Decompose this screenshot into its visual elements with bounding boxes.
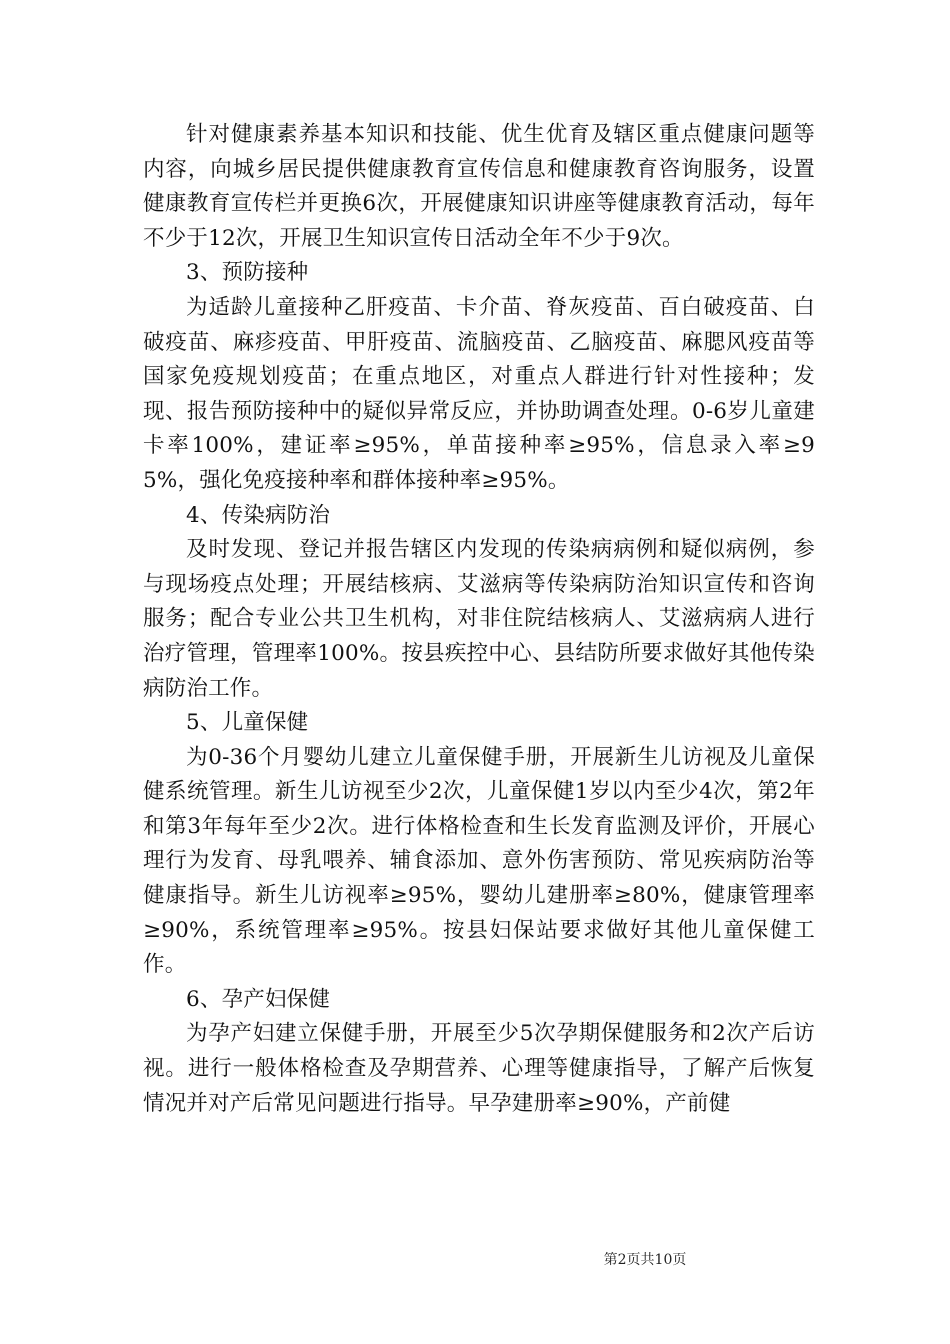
paragraph-health-education: 针对健康素养基本知识和技能、优生优育及辖区重点健康问题等内容，向城乡居民提供健康教育宣传信息和健康教育咨询服务，设置健康教育宣传栏并更换6次，开展健康知识讲座等健康教育活动，每年不少于12次，开展卫生知识宣传日活动全年不少于9次。 [143,122,815,251]
paragraph-infectious-disease: 及时发现、登记并报告辖区内发现的传染病病例和疑似病例，参与现场疫点处理；开展结核病、艾滋病等传染病防治知识宣传和咨询服务；配合专业公共卫生机构，对非住院结核病人、艾滋病病人进行治疗管理，管理率100%。按县疾控中心、县结防所要求做好其他传染病防治工作。 [143,537,815,701]
paragraph-vaccination: 为适龄儿童接种乙肝疫苗、卡介苗、脊灰疫苗、百白破疫苗、白破疫苗、麻疹疫苗、甲肝疫苗、流脑疫苗、乙脑疫苗、麻腮风疫苗等国家免疫规划疫苗；在重点地区，对重点人群进行针对性接种；发现、报告预防接种中的疑似异常反应，并协助调查处理。0-6岁儿童建卡率100%，建证率≥95%，单苗接种率≥95%，信息录入率≥95%，强化免疫接种率和群体接种率≥95%。 [143,294,815,493]
page-number: 第2页共10页 [603,1252,687,1268]
paragraph-maternal-health: 为孕产妇建立保健手册，开展至少5次孕期保健服务和2次产后访视。进行一般体格检查及孕期营养、心理等健康指导，了解产后恢复情况并对产后常见问题进行指导。早孕建册率≥90%，产前健 [143,1021,815,1116]
heading-infectious-disease: 4、传染病防治 [186,502,331,528]
paragraph-child-health: 为0-36个月婴幼儿建立儿童保健手册，开展新生儿访视及儿童保健系统管理。新生儿访视至少2次，儿童保健1岁以内至少4次，第2年和第3年每年至少2次。进行体格检查和生长发育监测及评价，开展心理行为发育、母乳喂养、辅食添加、意外伤害预防、常见疾病防治等健康指导。新生儿访视率≥95%，婴幼儿建册率≥80%，健康管理率≥90%，系统管理率≥95%。按县妇保站要求做好其他儿童保健工作。 [143,744,815,978]
heading-child-health: 5、儿童保健 [186,710,309,736]
document-body [143,118,815,1121]
heading-vaccination: 3、预防接种 [186,260,309,286]
heading-maternal-health: 6、孕产妇保健 [186,986,331,1012]
